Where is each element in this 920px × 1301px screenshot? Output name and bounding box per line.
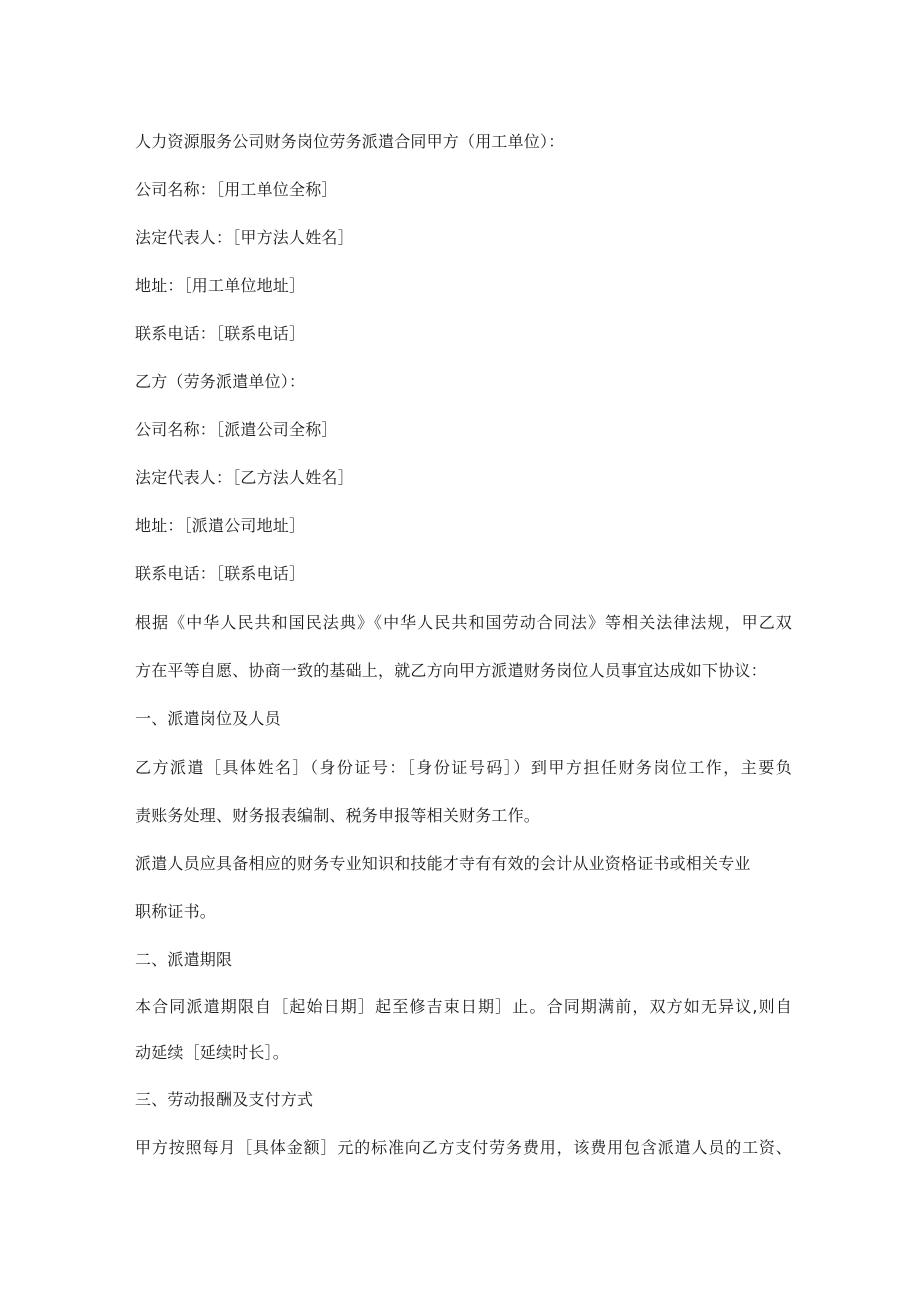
section-1-para-1-line-2: 责账务处理、财务报表编制、税务申报等相关财务工作。 — [135, 806, 541, 825]
party-b-company-name: 公司名称：［派遣公司全称］ — [135, 420, 338, 439]
section-2-para-line-2: 动延续［延续时长］。 — [135, 1043, 290, 1062]
section-1-heading: 一、派遣岗位及人员 — [135, 709, 281, 728]
party-a-address: 地址：［用工单位地址］ — [135, 276, 306, 295]
section-3-heading: 三、劳动报酬及支付方式 — [135, 1090, 314, 1109]
party-b-heading: 乙方（劳务派遣单位）： — [135, 372, 306, 391]
party-b-legal-representative: 法定代表人：［乙方法人姓名］ — [135, 468, 354, 487]
document-page — [135, 0, 795, 1301]
section-1-para-1-line-1: 乙方派遣［具体姓名］（身份证号：［身份证号码］）到甲方担任财务岗位工作，主要负 — [135, 758, 792, 777]
section-1-para-2-line-1: 派遣人员应具备相应的财务专业知识和技能才寺有有效的会计从业资格证书或相关专业 — [135, 854, 751, 873]
section-3-para-line-1: 甲方按照每月［具体金额］元的标准向乙方支付劳务费用，该费用包含派遣人员的工资、 — [135, 1138, 792, 1157]
party-a-phone: 联系电话：［联系电话］ — [135, 324, 306, 343]
preamble-line-2: 方在平等自愿、协商一致的基础上，就乙方向甲方派遣财务岗位人员事宜达成如下协议： — [135, 661, 767, 680]
section-1-para-2-line-2: 职称证书。 — [135, 902, 217, 921]
section-2-heading: 二、派遣期限 — [135, 950, 233, 969]
section-2-para-line-1: 本合同派遣期限自［起始日期］起至修吉束日期］止。合同期满前，双方如无异议,则自 — [135, 997, 792, 1016]
party-a-legal-representative: 法定代表人：［甲方法人姓名］ — [135, 228, 354, 247]
preamble-line-1: 根据《中华人民共和国民法典》《中华人民共和国劳动合同法》等相关法律法规，甲乙双 — [135, 613, 792, 632]
contract-title-party-a-heading: 人力资源服务公司财务岗位劳务派遣合同甲方（用工单位）： — [135, 132, 565, 151]
party-b-phone: 联系电话：［联系电话］ — [135, 564, 306, 583]
party-a-company-name: 公司名称：［用工单位全称］ — [135, 180, 338, 199]
party-b-address: 地址：［派遣公司地址］ — [135, 516, 306, 535]
